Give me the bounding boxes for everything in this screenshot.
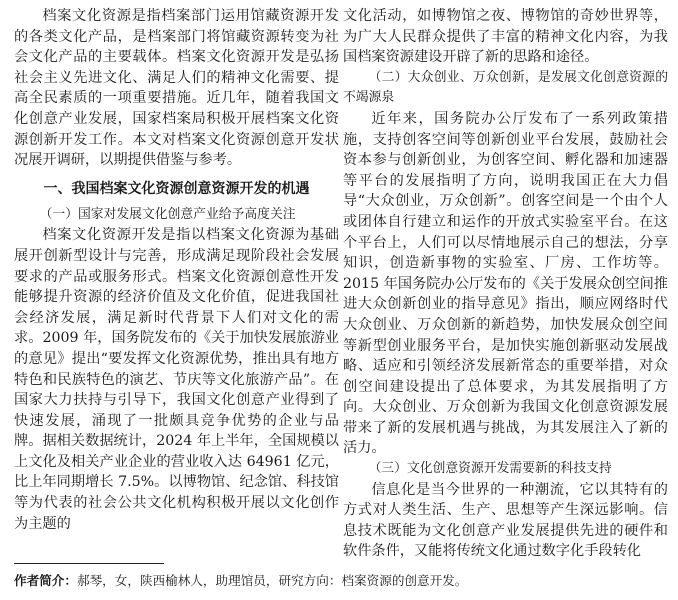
subsection-1-paragraph: 档案文化资源开发是指以档案文化资源为基础展开创新型设计与完善，形成满足现阶段社会发展要求的产品或服务形式。档案文化资源创意性开发能够提升资源的经济价值及文化价值，促进我国社会经济发展，满足新时代背景下人们对文化的需求。2009 年，国务院发布的《关于加快发展旅游业的意见》提出“要发挥文化资源优势，推出具有地方特色和民族特色的演艺、节庆等文化旅游产品”。在国家大力扶持与引导下，我国文化创意产业得到了快速发展，涌现了一批颇具竞争优势的企业与品牌。据相关数据统计，2024 年上半年，全国规模以上文化及相关产业企业的营业收入达 64961 亿元，比上年同期增长 7.5%。以博物馆、纪念馆、科技馆等为代表的社会公共文化机构积极开展以文化创作为主题的 (14, 227, 339, 532)
subsection-3-paragraph: 信息化是当今世界的一种潮流，它以其特有的方式对人类生活、生产、思想等产生深远影响。信息技术既能为文化创意产业发展提供先进的硬件和软件条件，又能将传统文化通过数字化手段转化 (343, 481, 668, 560)
right-column (343, 6, 668, 562)
subsection-3-heading: （三）文化创意资源开发需要新的科技支持 (368, 461, 612, 477)
subsection-1-heading: （一）国家对发展文化创意产业给予高度关注 (39, 206, 296, 222)
author-footnote (14, 572, 664, 590)
section-heading: 一、我国档案文化资源创意资源开发的机遇 (43, 180, 310, 197)
left-column (14, 6, 339, 534)
footnote-divider (14, 563, 164, 564)
continuation-paragraph: 文化活动，如博物馆之夜、博物馆的奇妙世界等，为广大人民群众提供了丰富的精神文化内容，为我国档案资源建设开辟了新的思路和途径。 (343, 8, 668, 66)
subsection-2-paragraph: 近年来，国务院办公厅发布了一系列政策措施，支持创客空间等创新创业平台发展，鼓励社会资本参与创新创业，为创客空间、孵化器和加速器等平台的发展指明了方向，说明我国正在大力倡导“大众创业，万众创新”。创客空间是一个由个人或团体自行建立和运作的开放式实验室平台。在这个平台上，人们可以尽情地展示自己的想法，分享知识，创造新事物的实验室、厂房、工作坊等。2015 年国务院办公厅发布的《关于发展众创空间推进大众创新创业的指导意见》指出，顺应网络时代大众创业、万众创新的新趋势，加快发展众创空间等新型创业服务平台，是加快实施创新驱动发展战略、适应和引领经济发展新常态的重要举措，对众创空间建设提出了总体要求，为其发展指明了方向。大众创业、万众创新为我国文化创意资源发展带来了新的发展机遇与挑战，为其发展注入了新的活力。 (343, 110, 668, 457)
subsection-2-heading: （二）大众创业、万众创新，是发展文化创意资源的不竭源泉 (343, 69, 668, 106)
footnote-text: 郝琴，女，陕西榆林人，助理馆员，研究方向：档案资源的创意开发。 (76, 573, 468, 588)
footnote-label: 作者简介： (14, 573, 77, 588)
intro-paragraph: 档案文化资源是指档案部门运用馆藏资源开发的各类文化产品，是档案部门将馆藏资源转变为社会文化产品的主要载体。档案文化资源开发是弘扬社会主义先进文化、满足人们的精神文化需要、提高全民素质的一项重要措施。近几年，随着我国文化创意产业发展，国家档案局积极开展档案文化资源创新开发工作。本文对档案文化资源创意开发状况展开调研，以期提供借鉴与参考。 (14, 8, 339, 169)
